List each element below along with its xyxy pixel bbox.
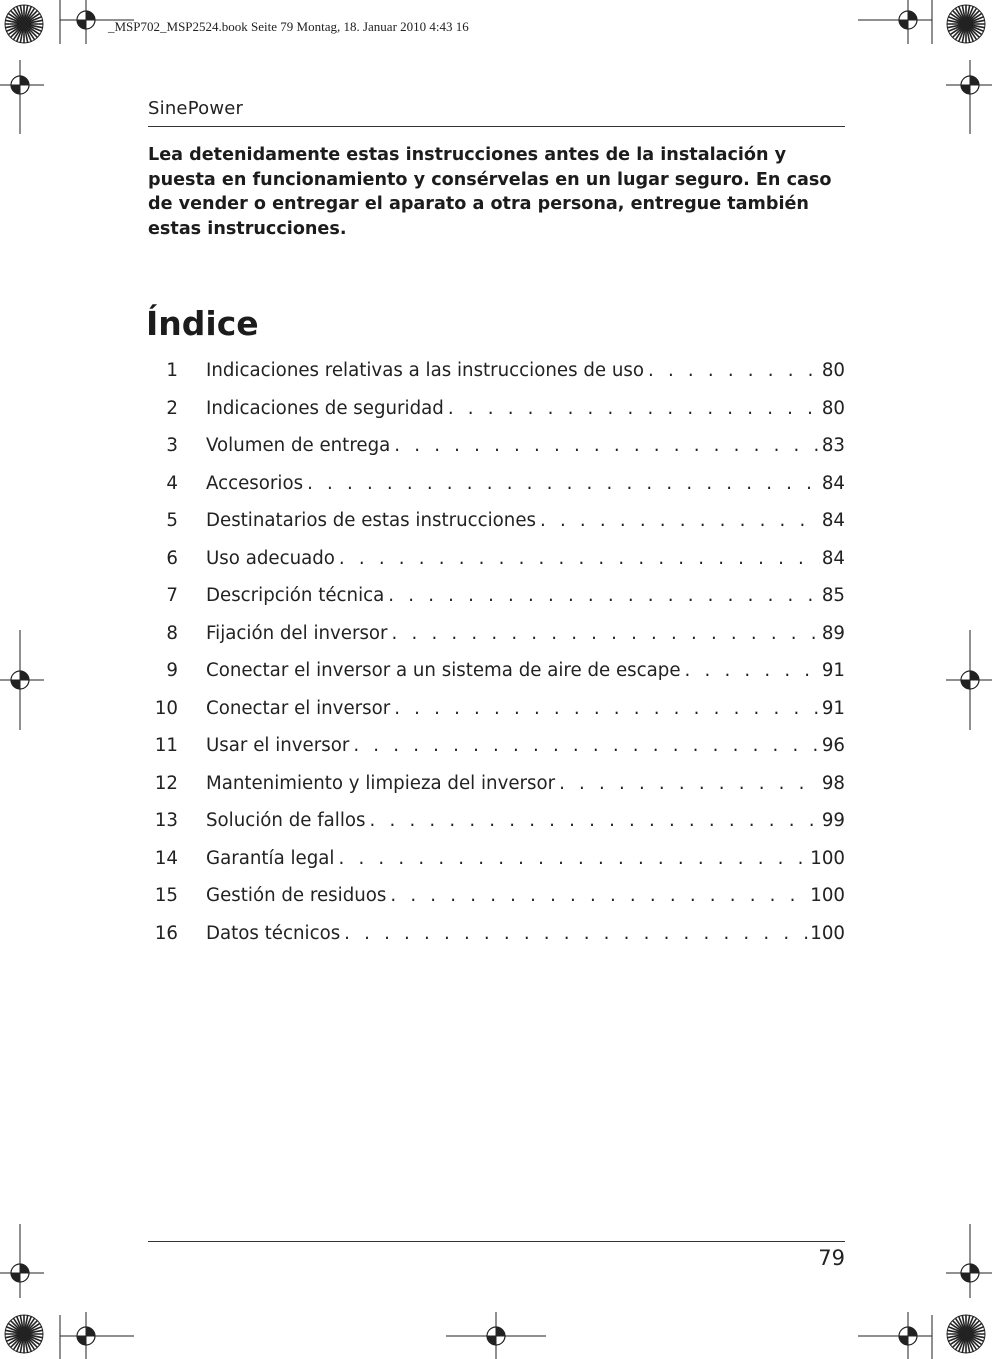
toc-dot-leader: [370, 810, 820, 831]
toc-entry[interactable]: [206, 735, 845, 756]
registration-mark-top-left: [62, 0, 110, 44]
toc-entry[interactable]: [206, 435, 845, 456]
toc-section-title[interactable]: Indicaciones de seguridad: [206, 397, 444, 419]
toc-row[interactable]: [148, 765, 845, 803]
toc-section-title[interactable]: Fijación del inversor: [206, 622, 388, 644]
toc-section-number: 9: [166, 660, 178, 681]
toc-row[interactable]: [148, 652, 845, 690]
toc-page-number: 91: [821, 660, 845, 681]
toc-dot-leader: [448, 398, 820, 419]
registration-mark-left-bottom: [0, 1249, 44, 1297]
toc-section-title[interactable]: Mantenimiento y limpieza del inversor: [206, 772, 556, 794]
toc-page-number: 91: [821, 697, 845, 719]
registration-mark-left-top: [0, 61, 44, 109]
toc-page-number: 100: [810, 885, 845, 906]
running-head: SinePower: [148, 98, 244, 119]
toc-row[interactable]: [148, 390, 845, 428]
toc-section-number: 15: [154, 885, 178, 906]
toc-page-number: 99: [821, 810, 845, 831]
starburst-mark-top-left: [5, 5, 43, 43]
toc-section-title[interactable]: Datos técnicos: [206, 922, 341, 944]
toc-section-title[interactable]: Indicaciones relativas a las instrucciones de uso: [206, 360, 644, 381]
toc-section-number: 6: [166, 547, 178, 569]
starburst-mark-bottom-right: [947, 1315, 985, 1353]
toc-page-number: 80: [821, 360, 845, 381]
toc-page-number: 80: [821, 397, 845, 419]
toc-entry[interactable]: [206, 773, 845, 794]
toc-entry[interactable]: [206, 585, 845, 606]
toc-section-number: 2: [166, 397, 178, 419]
toc-section-title[interactable]: Conectar el inversor: [206, 697, 391, 719]
toc-section-title[interactable]: Garantía legal: [206, 847, 335, 869]
toc-dot-leader: [388, 585, 820, 606]
toc-section-number: 8: [166, 622, 178, 644]
footer-rule: [148, 1241, 845, 1242]
toc-entry[interactable]: [206, 473, 845, 494]
toc-row[interactable]: [148, 540, 845, 578]
registration-mark-right-top: [946, 61, 992, 109]
toc-row[interactable]: [148, 840, 845, 878]
toc-section-number: 7: [166, 585, 178, 606]
toc-row[interactable]: [148, 690, 845, 728]
toc-entry[interactable]: [206, 698, 845, 719]
toc-row[interactable]: [148, 615, 845, 653]
toc-row[interactable]: [148, 877, 845, 915]
toc-section-title[interactable]: Destinatarios de estas instrucciones: [206, 510, 536, 531]
toc-title: Índice: [146, 304, 259, 343]
toc-dot-leader: [394, 435, 820, 456]
toc-entry[interactable]: [206, 398, 845, 419]
toc-dot-leader: [353, 735, 820, 756]
toc-dot-leader: [344, 923, 808, 944]
registration-mark-left-middle: [0, 656, 44, 704]
toc-page-number: 84: [821, 472, 845, 494]
toc-dot-leader: [648, 360, 820, 381]
toc-section-number: 14: [154, 847, 178, 869]
toc-row[interactable]: [148, 577, 845, 615]
toc-dot-leader: [339, 548, 820, 569]
starburst-mark-bottom-left: [5, 1315, 43, 1353]
toc-entry[interactable]: [206, 923, 845, 944]
toc-section-title[interactable]: Solución de fallos: [206, 810, 366, 831]
toc-page-number: 84: [821, 510, 845, 531]
header-rule: [148, 126, 845, 127]
toc-section-number: 3: [166, 435, 178, 456]
toc-section-number: 16: [154, 922, 178, 944]
toc-section-title[interactable]: Descripción técnica: [206, 585, 385, 606]
toc-section-number: 5: [166, 510, 178, 531]
toc-page-number: 100: [810, 847, 845, 869]
registration-mark-top-right: [884, 0, 932, 44]
toc-page-number: 98: [821, 772, 845, 794]
toc-entry[interactable]: [206, 510, 845, 531]
toc-dot-leader: [390, 885, 808, 906]
toc-row[interactable]: [148, 727, 845, 765]
toc-section-number: 12: [154, 772, 178, 794]
toc-dot-leader: [394, 698, 820, 719]
toc-row[interactable]: [148, 465, 845, 503]
toc-section-title[interactable]: Uso adecuado: [206, 547, 335, 569]
toc-row[interactable]: [148, 915, 845, 953]
toc-row[interactable]: [148, 802, 845, 840]
starburst-mark-top-right: [947, 5, 985, 43]
toc-entry[interactable]: [206, 848, 845, 869]
toc-row[interactable]: [148, 427, 845, 465]
table-of-contents: [148, 352, 845, 952]
toc-page-number: 96: [821, 735, 845, 756]
toc-dot-leader: [685, 660, 820, 681]
intro-paragraph: Lea detenidamente estas instrucciones antes de la instalación y puesta en funcionamiento y consérvelas en un lugar seguro. En caso de vender o entregar el aparato a otra persona, entregue también estas instrucciones.: [148, 145, 832, 239]
toc-entry[interactable]: [206, 548, 845, 569]
toc-dot-leader: [540, 510, 820, 531]
toc-section-number: 13: [154, 810, 178, 831]
toc-page-number: 89: [821, 622, 845, 644]
registration-mark-right-bottom: [946, 1249, 992, 1297]
toc-page-number: 85: [821, 585, 845, 606]
toc-section-title[interactable]: Accesorios: [206, 472, 304, 494]
page-number: 79: [818, 1246, 845, 1270]
toc-entry[interactable]: [206, 810, 845, 831]
toc-entry[interactable]: [206, 623, 845, 644]
toc-dot-leader: [339, 848, 809, 869]
toc-page-number: 100: [810, 922, 845, 944]
toc-section-title[interactable]: Usar el inversor: [206, 735, 350, 756]
toc-dot-leader: [559, 773, 820, 794]
toc-section-title[interactable]: Volumen de entrega: [206, 435, 391, 456]
toc-dot-leader: [392, 623, 820, 644]
print-info-line: _MSP702_MSP2524.book Seite 79 Montag, 18. Januar 2010 4:43 16: [108, 19, 469, 34]
toc-row[interactable]: [148, 352, 845, 390]
registration-mark-right-middle: [946, 656, 992, 704]
toc-dot-leader: [307, 473, 820, 494]
toc-entry[interactable]: [206, 885, 845, 906]
toc-row[interactable]: [148, 502, 845, 540]
toc-section-number: 4: [166, 472, 178, 494]
toc-page-number: 84: [821, 547, 845, 569]
toc-section-number: 10: [154, 697, 178, 719]
toc-entry[interactable]: [206, 360, 845, 381]
toc-entry[interactable]: [206, 660, 845, 681]
toc-section-number: 1: [166, 360, 178, 381]
toc-section-title[interactable]: Gestión de residuos: [206, 885, 387, 906]
toc-section-number: 11: [154, 735, 178, 756]
toc-page-number: 83: [821, 435, 845, 456]
toc-section-title[interactable]: Conectar el inversor a un sistema de aire de escape: [206, 660, 681, 681]
